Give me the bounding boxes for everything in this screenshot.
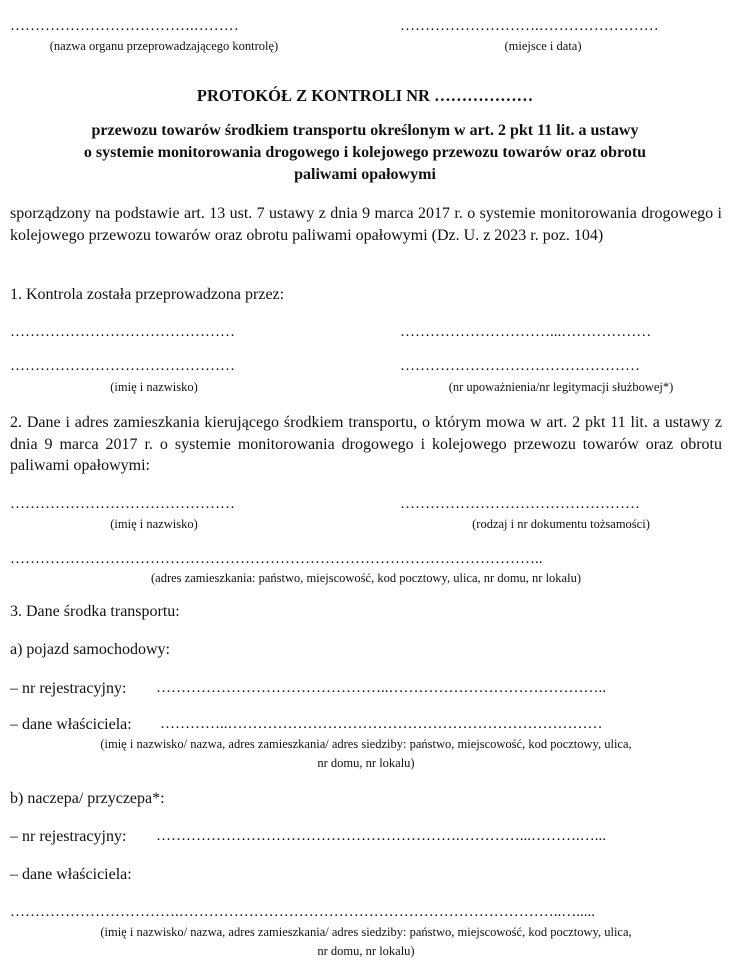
place-date-caption: (miejsce i data) <box>504 39 582 53</box>
inspector-name-field-2[interactable]: ……………………………………… <box>10 358 235 374</box>
document-title: PROTOKÓŁ Z KONTROLI NR ……………… <box>196 86 534 105</box>
inspector-id-caption: (nr upoważnienia/nr legitymacji służbowej*) <box>448 380 674 394</box>
vehicle-reg-label: – nr rejestracyjny: <box>10 680 127 697</box>
driver-id-document-field[interactable]: ………………………………………… <box>400 496 640 512</box>
vehicle-reg-field[interactable]: ………………………………………..…………………………………….. <box>156 680 606 696</box>
inspector-id-field-1[interactable]: …………………………...……………… <box>400 324 652 340</box>
control-organ-caption: (nazwa organu przeprowadzającego kontrolę) <box>49 39 279 53</box>
driver-address-caption: (adres zamieszkania: państwo, miejscowość, kod pocztowy, ulica, nr domu, nr lokalu) <box>151 571 581 585</box>
driver-name-field[interactable]: ……………………………………… <box>10 496 235 512</box>
inspector-name-caption: (imię i nazwisko) <box>110 380 198 394</box>
control-organ-field[interactable]: ……………………………….……… <box>10 18 239 34</box>
section-2-text: 2. Dane i adres zamieszkania kierującego środkiem transportu, o którym mowa w art. 2 pkt 11 lit. a ustawy z dnia 9 marca 2017 r. o systemie monitorowania drogowego i kolejowego przewozu towarów oraz obrotu paliwami opałowymi: <box>10 414 722 475</box>
driver-name-caption: (imię i nazwisko) <box>110 517 198 531</box>
inspector-id-field-2[interactable]: ………………………………………… <box>400 358 640 374</box>
trailer-owner-caption-line-1: (imię i nazwisko/ nazwa, adres zamieszkania/ adres siedziby: państwo, miejscowość, kod pocztowy, ulica, <box>100 925 632 939</box>
trailer-reg-field[interactable]: …………………………………………………….…………...……….…... <box>156 828 606 844</box>
subtitle-line-2: o systemie monitorowania drogowego i kolejowego przewozu towarów oraz obrotu <box>83 144 647 161</box>
section-1-heading: 1. Kontrola została przeprowadzona przez: <box>10 286 285 303</box>
vehicle-heading: a) pojazd samochodowy: <box>10 641 170 658</box>
driver-address-field[interactable]: …………………………………………………………………………………………….. <box>10 551 543 567</box>
vehicle-owner-caption-line-2: nr domu, nr lokalu) <box>317 756 415 770</box>
trailer-reg-label: – nr rejestracyjny: <box>10 828 127 845</box>
trailer-owner-caption-line-2: nr domu, nr lokalu) <box>317 944 415 958</box>
place-date-field[interactable]: ……………………….…………………… <box>400 18 659 34</box>
intro-paragraph: sporządzony na podstawie art. 13 ust. 7 ustawy z dnia 9 marca 2017 r. o systemie monitorowania drogowego i kolejowego przewozu towarów oraz obrotu paliwami opałowymi (Dz. U. z 2023 r. poz. 104) <box>10 205 722 244</box>
section-3-heading: 3. Dane środka transportu: <box>10 603 180 620</box>
trailer-owner-label: – dane właściciela: <box>10 866 132 883</box>
vehicle-owner-caption-line-1: (imię i nazwisko/ nazwa, adres zamieszkania/ adres siedziby: państwo, miejscowość, kod pocztowy, ulica, <box>100 737 632 751</box>
trailer-heading: b) naczepa/ przyczepa*: <box>10 790 165 807</box>
vehicle-owner-field[interactable]: …………..………………………………………………………………… <box>160 716 603 732</box>
subtitle-line-1: przewozu towarów środkiem transportu określonym w art. 2 pkt 11 lit. a ustawy <box>91 122 639 139</box>
subtitle-line-3: paliwami opałowymi <box>294 166 436 183</box>
inspector-name-field-1[interactable]: ……………………………………… <box>10 324 235 340</box>
vehicle-owner-label: – dane właściciela: <box>10 716 132 733</box>
trailer-owner-field[interactable]: …………………………….…………………………………………………………………..…..... <box>10 904 595 920</box>
driver-id-document-caption: (rodzaj i nr dokumentu tożsamości) <box>472 517 650 531</box>
